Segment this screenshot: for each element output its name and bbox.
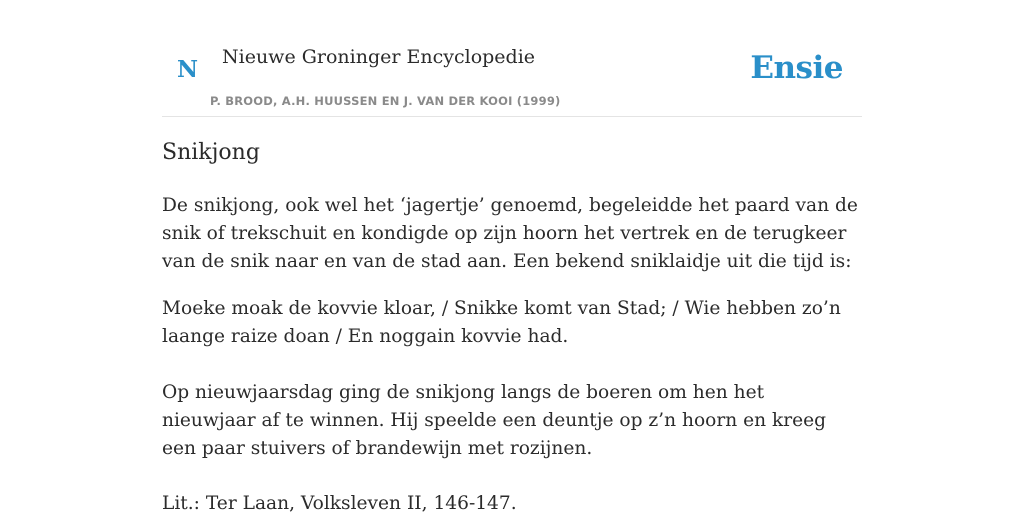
article-paragraph: Op nieuwjaarsdag ging de snikjong langs de boeren om hen het nieuwjaar af te winnen. Hij speelde een deuntje op z’n hoorn en kreeg een paar stuivers of brandewijn met rozijnen.	[162, 382, 827, 459]
brand-logo[interactable]: Ensie	[750, 50, 843, 86]
article-paragraph: De snikjong, ook wel het ‘jagertje’ genoemd, begeleidde het paard van de snik of trekschuit en kondigde op zijn hoorn het vertrek en de terugkeer van de snik naar en van de stad aan. Een bekend sniklaidje uit die tijd is:	[162, 195, 858, 272]
article-literature: Lit.: Ter Laan, Volksleven II, 146-147.	[162, 493, 517, 512]
page	[162, 0, 862, 512]
article-paragraph: Moeke moak de kovvie kloar, / Snikke komt van Stad; / Wie hebben zo’n laange raize doan / En noggain kovvie had.	[162, 298, 841, 347]
book-authors: P. BROOD, A.H. HUUSSEN EN J. VAN DER KOOI (1999)	[210, 94, 561, 108]
book-title-link[interactable]: Nieuwe Groninger Encyclopedie	[222, 46, 536, 68]
header	[162, 0, 862, 117]
article-title: Snikjong	[162, 140, 260, 165]
book-logo-letter[interactable]: N	[177, 56, 199, 83]
